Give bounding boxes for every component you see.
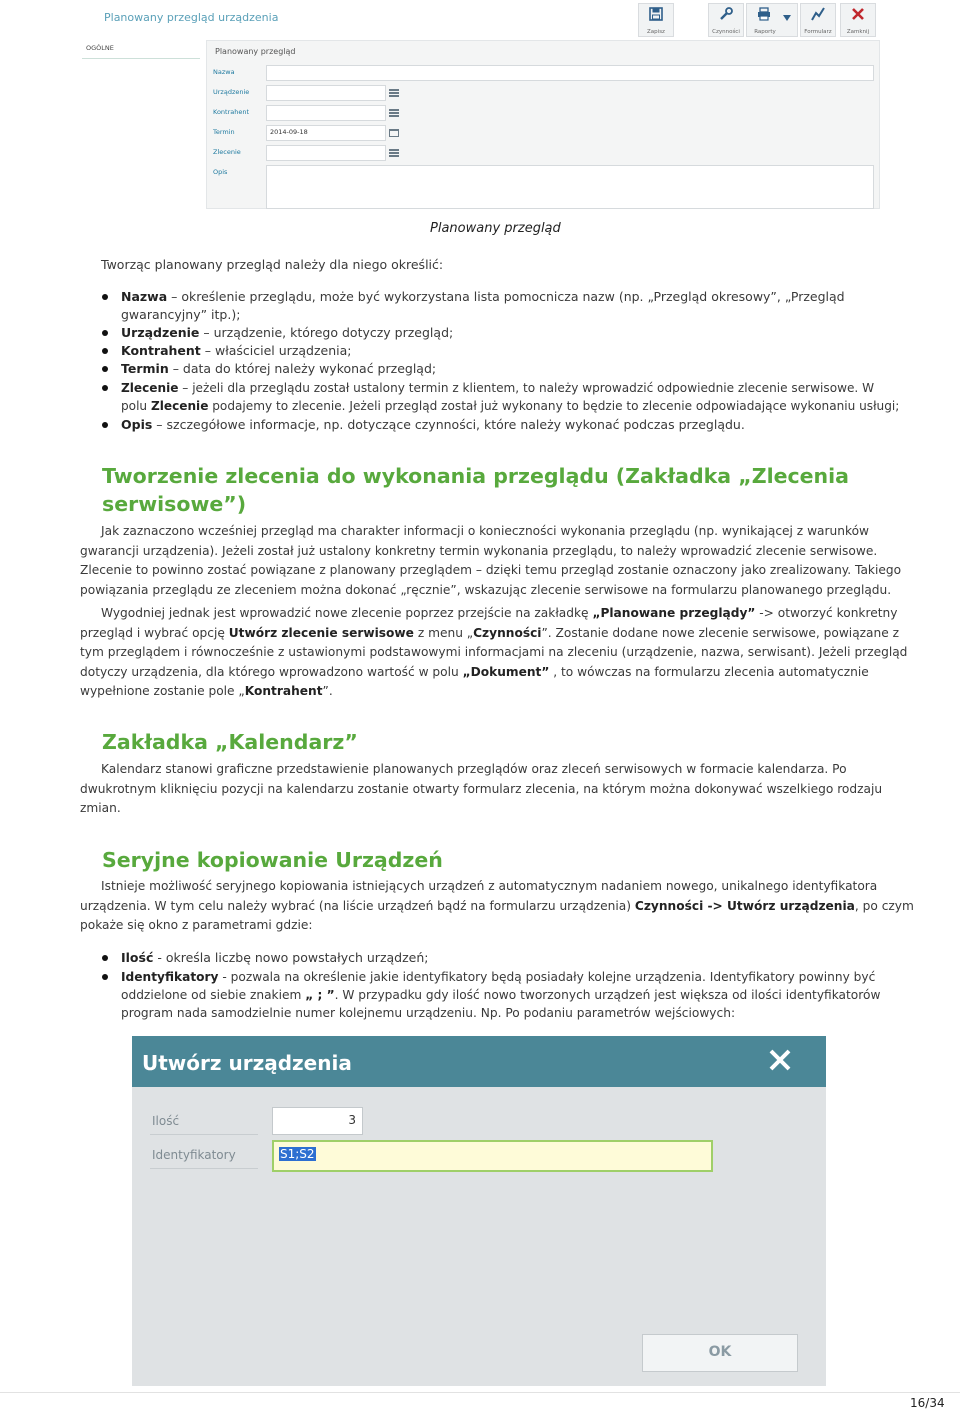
- close-icon: [851, 7, 865, 21]
- bullet: [102, 330, 108, 336]
- name-label: Nazwa: [213, 68, 235, 76]
- form-panel: [206, 40, 880, 209]
- section-heading-copying: Seryjne kopiowanie Urządzeń: [102, 848, 443, 872]
- form-button[interactable]: [800, 3, 836, 37]
- close-button[interactable]: [840, 3, 876, 37]
- section-paragraph-calendar: Kalendarz stanowi graficzne przedstawienie planowanych przeglądów oraz zleceń serwisowych w formacie kalendarza. Po dwukrotnym kliknięciu pozycji na kalendarzu zostanie otwarty formularz zlecenia, na którym można dokonywać wszelkiego rodzaju zmian.: [80, 762, 883, 815]
- list-item-count: Ilość - określa liczbę nowo powstałych urządzeń;: [121, 950, 429, 965]
- contractor-field[interactable]: [266, 105, 386, 121]
- section-paragraph-2: Wygodniej jednak jest wprowadzić nowe zlecenie poprzez przejście na zakładkę „Planowane przeglądy” -> otworzyć konkretny przegląd i wybrać opcję Utwórz zlecenie serwisowe z menu „Czynności”. Zostanie dodane nowe zlecenie serwisowe, powiązane z tym przeglądem i równocześnie z ustawionymi podstawowymi informacjami na zleceniu (urządzenie, nazwa, serwisant). Jeżeli przegląd dotyczy urządzenia, dla którego wprowadzono wartość w polu „Dokument” , to wówczas na formularzu zlecenia automatycznie wypełnione zostanie pole „Kontrahent”.: [80, 606, 908, 698]
- list-item-order: Zlecenie – jeżeli dla przeglądu został ustalony termin z klientem, to należy wprowadzić odpowiednie zlecenie serwisowe. W polu Zlecenie podajemy to zlecenie. Jeżeli przegląd został już wykonany to będzie to zlecenie odpowiadające wykonaniu usługi;: [121, 381, 900, 413]
- bullet: [102, 385, 108, 391]
- reports-label: Raporty: [754, 29, 776, 35]
- list-item-description: Opis – szczegółowe informacje, np. dotyczące czynności, które należy wykonać podczas przeglądu.: [121, 417, 745, 432]
- list-item-contractor: Kontrahent – właściciel urządzenia;: [121, 343, 352, 358]
- list-item-name: Nazwa – określenie przeglądu, może być wykorzystana lista pomocnicza nazw (np. „Przegląd okresowy”, „Przegląd gwarancyjny” itp.);: [121, 289, 845, 322]
- calendar-icon[interactable]: [389, 129, 399, 137]
- save-button[interactable]: [638, 3, 674, 37]
- count-value: 3: [348, 1113, 356, 1127]
- page-number: 16/34: [910, 1396, 945, 1410]
- printer-icon: [757, 7, 773, 21]
- identifiers-label: Identyfikatory: [152, 1148, 236, 1162]
- date-value: 2014-09-18: [270, 128, 308, 136]
- bullet: [102, 294, 108, 300]
- panel-title: Planowany przegląd: [215, 47, 296, 56]
- list-icon[interactable]: [389, 109, 399, 117]
- footer-divider: [0, 1392, 960, 1393]
- list-icon[interactable]: [389, 89, 399, 97]
- bullet: [102, 974, 108, 980]
- close-icon[interactable]: [768, 1048, 792, 1072]
- figure-caption: Planowany przegląd: [430, 221, 561, 236]
- identifiers-input[interactable]: [272, 1140, 713, 1172]
- description-label: Opis: [213, 168, 228, 176]
- chart-icon: [811, 7, 825, 21]
- sidebar-tab-label: OGÓLNE: [86, 44, 114, 52]
- list-icon[interactable]: [389, 149, 399, 157]
- create-devices-dialog: [132, 1036, 826, 1386]
- section-heading-calendar: Zakładka „Kalendarz”: [102, 730, 358, 754]
- intro-text: Tworząc planowany przegląd należy dla niego określić:: [101, 257, 444, 272]
- ok-button[interactable]: [642, 1334, 798, 1372]
- close-label: Zamknij: [846, 29, 870, 35]
- order-field[interactable]: [266, 145, 386, 161]
- wrench-icon: [719, 7, 733, 21]
- list-item-identifiers: Identyfikatory - pozwala na określenie jakie identyfikatory będą posiadały kolejne urządzenia. Identyfikatory powinny być oddzielone od siebie znakiem „ ; ”. W przypadku gdy ilość nowo tworzonych urządzeń jest większa od ilości identyfikatorów program nada samodzielnie numer kolejnemu urządzeniu. Np. Po podaniu parametrów wejściowych:: [121, 970, 881, 1020]
- window-title: Planowany przegląd urządzenia: [104, 11, 279, 24]
- name-field[interactable]: [266, 65, 874, 81]
- device-label: Urządzenie: [213, 88, 250, 96]
- actions-label: Czynności: [712, 29, 740, 35]
- ok-label: OK: [708, 1344, 732, 1360]
- actions-button[interactable]: [708, 3, 744, 37]
- form-label: Formularz: [804, 29, 832, 35]
- bullet: [102, 422, 108, 428]
- divider: [150, 1168, 258, 1169]
- contractor-label: Kontrahent: [213, 108, 250, 116]
- sidebar-tab-general[interactable]: [82, 40, 200, 59]
- identifiers-value: S1;S2: [280, 1147, 315, 1161]
- date-field[interactable]: [266, 125, 386, 141]
- dialog-title: Utwórz urządzenia: [142, 1051, 352, 1075]
- bullet: [102, 955, 108, 961]
- chevron-down-icon: [783, 15, 791, 21]
- reports-button[interactable]: [746, 3, 798, 37]
- order-label: Zlecenie: [213, 148, 241, 156]
- count-label: Ilość: [152, 1114, 180, 1128]
- save-label: Zapisz: [647, 29, 665, 35]
- section-heading-orders: Tworzenie zlecenia do wykonania przeglądu (Zakładka „Zlecenia serwisowe”): [102, 464, 850, 516]
- list-item-date: Termin – data do której należy wykonać przegląd;: [121, 361, 437, 376]
- section-paragraph-copying: Istnieje możliwość seryjnego kopiowania istniejących urządzeń z automatycznym nadaniem nowego, unikalnego identyfikatora urządzenia. W tym celu należy wybrać (na liście urządzeń bądź na formularzu urządzenia) Czynności -> Utwórz urządzenia, po czym pokaże się okno z parametrami gdzie:: [80, 879, 914, 932]
- count-input[interactable]: [272, 1107, 363, 1135]
- bullet: [102, 348, 108, 354]
- bullet: [102, 366, 108, 372]
- divider: [150, 1134, 258, 1135]
- section-paragraph-1: Jak zaznaczono wcześniej przegląd ma charakter informacji o konieczności wykonania przeglądu (np. wynikającej z warunków gwarancji urządzenia). Jeżeli został już ustalony konkretny termin wykonania przeglądu, to należy wprowadzić zlecenie serwisowe. Zlecenie to powinno zostać powiązane z planowany przeglądem – dzięki temu przegląd zostanie oznaczony jako zrealizowany. Takiego powiązania przeglądu ze zleceniem można dokonać „ręcznie”, wskazując zlecenie serwisowe na formularzu planowanego przeglądu.: [80, 524, 902, 597]
- device-field[interactable]: [266, 85, 386, 101]
- description-field[interactable]: [266, 165, 874, 209]
- save-icon: [649, 7, 663, 21]
- list-item-device: Urządzenie – urządzenie, którego dotyczy przegląd;: [121, 325, 454, 340]
- planned-inspection-screenshot: [82, 0, 879, 208]
- date-label: Termin: [213, 128, 235, 136]
- dialog-body: [132, 1087, 826, 1386]
